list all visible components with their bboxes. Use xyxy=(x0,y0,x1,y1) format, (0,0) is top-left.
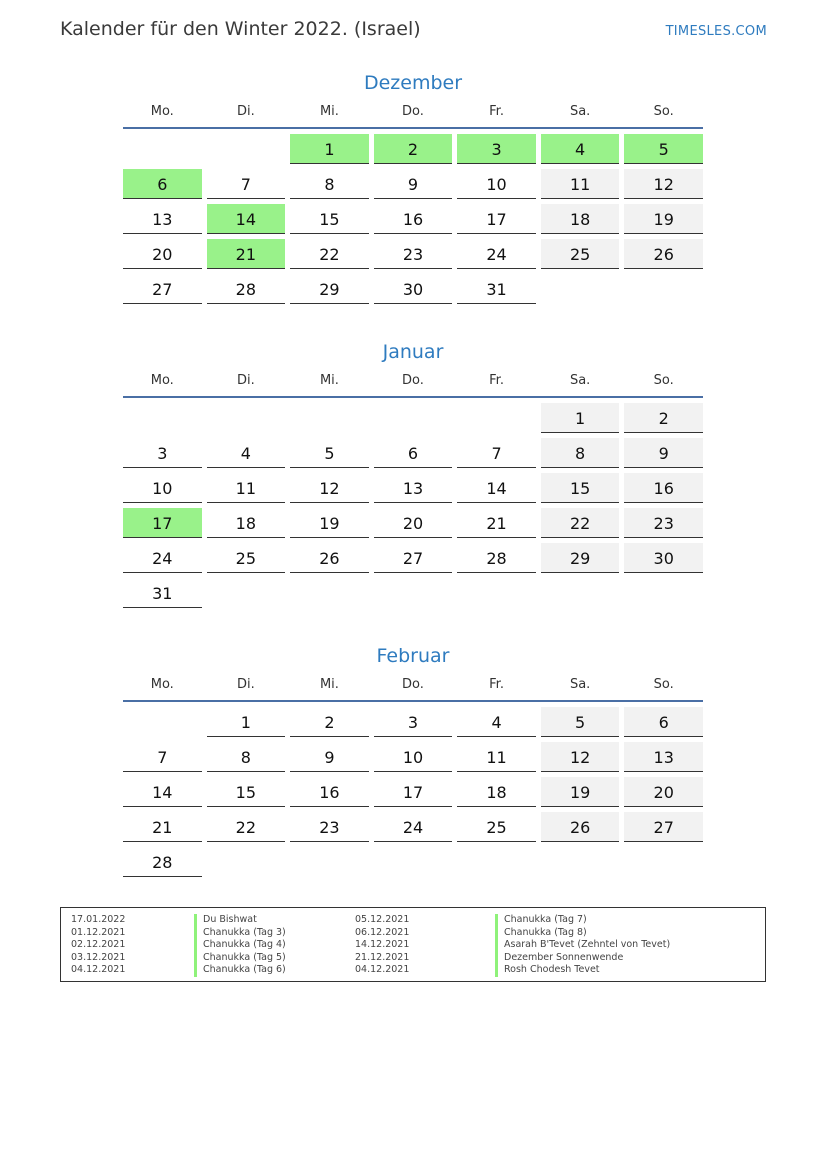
day-cell[interactable]: 26 xyxy=(541,812,620,842)
day-cell[interactable]: 11 xyxy=(541,169,620,199)
day-cell[interactable]: 27 xyxy=(123,274,202,304)
day-cell[interactable]: 16 xyxy=(290,777,369,807)
day-cell[interactable]: 23 xyxy=(624,508,703,538)
weekday-label: Mo. xyxy=(150,677,174,692)
day-cell[interactable]: 31 xyxy=(123,578,202,608)
legend-date: 21.12.2021 xyxy=(355,951,410,963)
day-cell[interactable]: 2 xyxy=(624,403,703,433)
weekday-label: Fr. xyxy=(489,677,504,692)
day-cell[interactable]: 27 xyxy=(624,812,703,842)
day-cell[interactable]: 11 xyxy=(207,473,286,503)
weekday-label: Mi. xyxy=(319,373,339,388)
month-december xyxy=(123,70,703,304)
day-cell[interactable]: 21 xyxy=(457,508,536,538)
day-cell[interactable]: 19 xyxy=(541,777,620,807)
day-cell[interactable]: 13 xyxy=(374,473,453,503)
weekday-label: Fr. xyxy=(489,104,504,119)
day-cell[interactable]: 7 xyxy=(123,742,202,772)
day-cell[interactable]: 19 xyxy=(624,204,703,234)
weekday-label: Do. xyxy=(402,373,424,388)
weekday-label: Sa. xyxy=(569,373,591,388)
day-cell[interactable]: 28 xyxy=(457,543,536,573)
weekday-label: So. xyxy=(653,104,674,119)
legend-holiday-name: Rosh Chodesh Tevet xyxy=(495,964,670,977)
empty-cell xyxy=(290,403,369,433)
day-cell[interactable]: 1 xyxy=(541,403,620,433)
day-grid xyxy=(123,707,703,877)
day-cell[interactable]: 10 xyxy=(123,473,202,503)
day-cell[interactable]: 6 xyxy=(624,707,703,737)
day-cell[interactable]: 3 xyxy=(123,438,202,468)
weekday-label: Di. xyxy=(236,677,255,692)
weekday-label: Do. xyxy=(402,677,424,692)
day-cell[interactable]: 2 xyxy=(374,134,453,164)
day-cell[interactable]: 6 xyxy=(123,169,202,199)
day-cell[interactable]: 22 xyxy=(541,508,620,538)
day-cell[interactable]: 20 xyxy=(374,508,453,538)
day-cell[interactable]: 24 xyxy=(374,812,453,842)
month-january xyxy=(123,339,703,608)
day-cell[interactable]: 25 xyxy=(541,239,620,269)
day-cell[interactable]: 14 xyxy=(207,204,286,234)
day-cell[interactable]: 26 xyxy=(624,239,703,269)
day-cell[interactable]: 15 xyxy=(207,777,286,807)
legend-holiday-name: Chanukka (Tag 5) xyxy=(194,952,286,965)
weekday-header xyxy=(123,103,703,129)
legend-dates-left xyxy=(71,914,125,977)
month-title: Dezember xyxy=(363,72,463,94)
day-cell[interactable]: 24 xyxy=(123,543,202,573)
day-cell[interactable]: 4 xyxy=(541,134,620,164)
empty-cell xyxy=(207,403,286,433)
day-cell[interactable]: 21 xyxy=(207,239,286,269)
weekday-label: So. xyxy=(653,677,674,692)
weekday-label: Sa. xyxy=(569,677,591,692)
day-cell[interactable]: 13 xyxy=(123,204,202,234)
day-cell[interactable]: 12 xyxy=(624,169,703,199)
day-cell[interactable]: 24 xyxy=(457,239,536,269)
weekday-label: Mi. xyxy=(319,104,339,119)
day-cell[interactable]: 10 xyxy=(457,169,536,199)
weekday-label: Do. xyxy=(402,104,424,119)
legend-dates-right xyxy=(355,914,409,977)
day-cell[interactable]: 8 xyxy=(207,742,286,772)
legend-date: 17.01.2022 xyxy=(71,914,126,925)
legend-holiday-name: Chanukka (Tag 8) xyxy=(495,927,670,940)
legend-date: 05.12.2021 xyxy=(355,914,410,925)
day-cell[interactable]: 23 xyxy=(290,812,369,842)
legend-names-left xyxy=(194,914,286,977)
legend-names-right xyxy=(495,914,670,977)
day-cell[interactable]: 11 xyxy=(457,742,536,772)
day-cell[interactable]: 27 xyxy=(374,543,453,573)
day-cell[interactable]: 9 xyxy=(374,169,453,199)
weekday-label: Di. xyxy=(236,373,255,388)
day-cell[interactable]: 12 xyxy=(541,742,620,772)
day-cell[interactable]: 3 xyxy=(457,134,536,164)
day-cell[interactable]: 18 xyxy=(207,508,286,538)
day-grid xyxy=(123,403,703,608)
holiday-legend xyxy=(60,907,766,982)
day-cell[interactable]: 6 xyxy=(374,438,453,468)
day-cell[interactable]: 14 xyxy=(123,777,202,807)
day-cell[interactable]: 12 xyxy=(290,473,369,503)
day-cell[interactable]: 4 xyxy=(457,707,536,737)
legend-date: 04.12.2021 xyxy=(71,964,126,976)
weekday-header xyxy=(123,372,703,398)
brand-link[interactable]: TIMESLES.COM xyxy=(665,24,767,39)
day-grid xyxy=(123,134,703,304)
month-february xyxy=(123,643,703,877)
legend-holiday-name: Chanukka (Tag 3) xyxy=(194,927,286,940)
day-cell[interactable]: 5 xyxy=(624,134,703,164)
day-cell[interactable]: 21 xyxy=(123,812,202,842)
day-cell[interactable]: 3 xyxy=(374,707,453,737)
day-cell[interactable]: 25 xyxy=(207,543,286,573)
day-cell[interactable]: 26 xyxy=(290,543,369,573)
day-cell[interactable]: 23 xyxy=(374,239,453,269)
legend-holiday-name: Du Bishwat xyxy=(194,914,286,927)
day-cell[interactable]: 9 xyxy=(290,742,369,772)
day-cell[interactable]: 15 xyxy=(290,204,369,234)
day-cell[interactable]: 25 xyxy=(457,812,536,842)
day-cell[interactable]: 16 xyxy=(374,204,453,234)
day-cell[interactable]: 1 xyxy=(207,707,286,737)
day-cell[interactable]: 14 xyxy=(457,473,536,503)
day-cell[interactable]: 31 xyxy=(457,274,536,304)
day-cell[interactable]: 18 xyxy=(457,777,536,807)
weekday-header xyxy=(123,676,703,702)
day-cell[interactable]: 16 xyxy=(624,473,703,503)
legend-holiday-name: Chanukka (Tag 4) xyxy=(194,939,286,952)
legend-holiday-name: Chanukka (Tag 6) xyxy=(194,964,286,977)
weekday-label: Fr. xyxy=(489,373,504,388)
day-cell[interactable]: 4 xyxy=(207,438,286,468)
day-cell[interactable]: 5 xyxy=(290,438,369,468)
day-cell[interactable]: 5 xyxy=(541,707,620,737)
day-cell[interactable]: 30 xyxy=(624,543,703,573)
day-cell[interactable]: 8 xyxy=(290,169,369,199)
weekday-label: Mo. xyxy=(150,373,174,388)
weekday-label: Mo. xyxy=(150,104,174,119)
day-cell[interactable]: 17 xyxy=(457,204,536,234)
day-cell[interactable]: 29 xyxy=(290,274,369,304)
day-cell[interactable]: 13 xyxy=(624,742,703,772)
day-cell[interactable]: 2 xyxy=(290,707,369,737)
day-cell[interactable]: 1 xyxy=(290,134,369,164)
weekday-label: Di. xyxy=(236,104,255,119)
legend-date: 01.12.2021 xyxy=(71,926,126,938)
legend-holiday-name: Chanukka (Tag 7) xyxy=(495,914,670,927)
empty-cell xyxy=(123,707,202,737)
day-cell[interactable]: 28 xyxy=(207,274,286,304)
empty-cell xyxy=(374,403,453,433)
weekday-label: Mi. xyxy=(319,677,339,692)
legend-date: 03.12.2021 xyxy=(71,951,126,963)
legend-holiday-name: Dezember Sonnenwende xyxy=(495,952,670,965)
weekday-label: So. xyxy=(653,373,674,388)
empty-cell xyxy=(207,134,286,164)
month-title: Januar xyxy=(382,341,444,363)
empty-cell xyxy=(123,403,202,433)
day-cell[interactable]: 22 xyxy=(290,239,369,269)
day-cell[interactable]: 7 xyxy=(207,169,286,199)
empty-cell xyxy=(457,403,536,433)
day-cell[interactable]: 9 xyxy=(624,438,703,468)
day-cell[interactable]: 22 xyxy=(207,812,286,842)
day-cell[interactable]: 17 xyxy=(123,508,202,538)
page-title: Kalender für den Winter 2022. (Israel) xyxy=(60,18,421,40)
day-cell[interactable]: 18 xyxy=(541,204,620,234)
day-cell[interactable]: 29 xyxy=(541,543,620,573)
empty-cell xyxy=(123,134,202,164)
day-cell[interactable]: 15 xyxy=(541,473,620,503)
legend-holiday-name: Asarah B'Tevet (Zehntel von Tevet) xyxy=(495,939,670,952)
legend-date: 14.12.2021 xyxy=(355,939,410,951)
day-cell[interactable]: 28 xyxy=(123,847,202,877)
day-cell[interactable]: 10 xyxy=(374,742,453,772)
day-cell[interactable]: 17 xyxy=(374,777,453,807)
weekday-label: Sa. xyxy=(569,104,591,119)
month-title: Februar xyxy=(376,645,450,667)
day-cell[interactable]: 19 xyxy=(290,508,369,538)
day-cell[interactable]: 8 xyxy=(541,438,620,468)
day-cell[interactable]: 30 xyxy=(374,274,453,304)
legend-date: 06.12.2021 xyxy=(355,926,410,938)
day-cell[interactable]: 7 xyxy=(457,438,536,468)
legend-date: 02.12.2021 xyxy=(71,939,126,951)
day-cell[interactable]: 20 xyxy=(123,239,202,269)
day-cell[interactable]: 20 xyxy=(624,777,703,807)
legend-date: 04.12.2021 xyxy=(355,964,410,976)
